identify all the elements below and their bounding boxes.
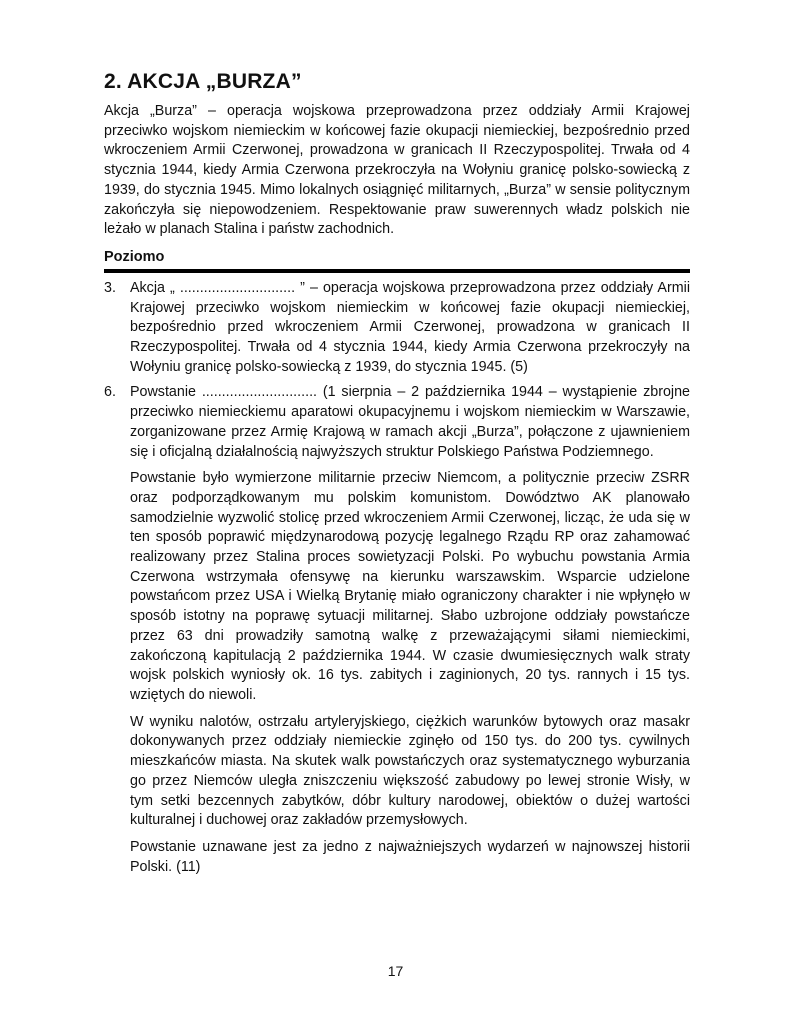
clue-paragraph: Powstanie uznawane jest za jedno z najważniejszych wydarzeń w najnowszej historii Polski. (11) bbox=[130, 838, 690, 875]
clue-list bbox=[104, 279, 690, 877]
clue-number: 3. bbox=[104, 279, 116, 296]
intro-paragraph: Akcja „Burza” – operacja wojskowa przeprowadzona przez oddziały Armii Krajowej przeciwko wojskom niemieckim w końcowej fazie okupacji niemieckiej, bezpośrednio przed wkroczeniem Armii Czerwonej, prowadzona w granicach II Rzeczypospolitej. Trwała od 4 stycznia 1944, kiedy Armia Czerwona przekroczyła na Wołyniu granicę polsko-sowiecką z 1939, do stycznia 1945. Mimo lokalnych osiągnięć militarnych, „Burza” w sensie politycznym zakończyła się niepowodzeniem. Respektowanie praw suwerennych władz polskich nie leżało w planach Stalina i państw zachodnich. bbox=[104, 103, 690, 238]
clue-paragraph: Powstanie było wymierzone militarnie przeciw Niemcom, a politycznie przeciw ZSRR oraz podporządkowanym mu polskim komunistom. Dowództwo AK planowało samodzielnie wyzwolić stolicę przed wkroczeniem Armii Czerwonej, licząc, że uda się w ten sposób poprawić międzynarodową pozycję legalnego Rządu RP oraz zahamować realizowany przez Stalina proces sowietyzacji Polski. Po wybuchu powstania Armia Czerwona wstrzymała ofensywę na kierunku warszawskim. Wsparcie udzielone powstańcom przez USA i Wielką Brytanię miało ograniczony charakter i nie wpłynęło w sposób istotny na poprawę sytuacji militarnej. Słabo uzbrojone oddziały powstańcze przez 63 dni prowadziły samotną walkę z przeważającymi siłami niemieckimi, zakończoną kapitulacją 2 października 1944. W czasie dwumiesięcznych walk straty wojsk polskich wyniosły ok. 16 tys. zabitych i zaginionych, 20 tys. rannych i 15 tys. wziętych do niewoli. bbox=[130, 470, 690, 703]
clue-item bbox=[104, 279, 690, 378]
clue-paragraph: W wyniku nalotów, ostrzału artyleryjskiego, ciężkich warunków bytowych oraz masakr dokonywanych przez oddziały niemieckie zginęło od 150 tys. do 200 tys. cywilnych mieszkańców miasta. Na skutek walk powstańczych oraz systematycznego wyburzania go przez Niemców uległa zniszczeniu większość zabudowy po lewej stronie Wisły, w tym setki bezcennych zabytków, dóbr kultury narodowej, obiektów o dużej wartości kulturalnej i duchowej oraz zakładów przemysłowych. bbox=[130, 713, 690, 829]
crossword-direction-label: Poziomo bbox=[104, 248, 165, 265]
clue-item bbox=[104, 383, 690, 877]
heavy-divider bbox=[104, 269, 690, 273]
clue-number: 6. bbox=[104, 384, 116, 401]
section-title: 2. AKCJA „BURZA” bbox=[104, 70, 302, 93]
page-number: 17 bbox=[387, 963, 404, 979]
document-page bbox=[104, 68, 690, 877]
clue-text: Akcja „ ............................. ” – operacja wojskowa przeprowadzona przez oddziały Armii Krajowej przeciwko wojskom niemieckim w końcowej fazie okupacji niemieckiej, bezpośrednio przed wkroczeniem Armii Czerwonej, prowadzona w granicach II Rzeczypospolitej. Trwała od 4 stycznia 1944, kiedy Armia Czerwona przekroczyły na Wołyniu granicę polsko-sowiecką z 1939, do stycznia 1945. (5) bbox=[130, 279, 690, 375]
clue-text: Powstanie ............................. (1 sierpnia – 2 października 1944 – wystąpienie zbrojne przeciwko niemieckiemu aparatowi okupacyjnemu i wojskom niemieckim w Warszawie, zorganizowane przez Armię Krajową w ramach akcji „Burza”, połączone z ujawnieniem się i oficjalną działalnością najwyższych struktur Polskiego Państwa Podziemnego. bbox=[130, 384, 690, 460]
